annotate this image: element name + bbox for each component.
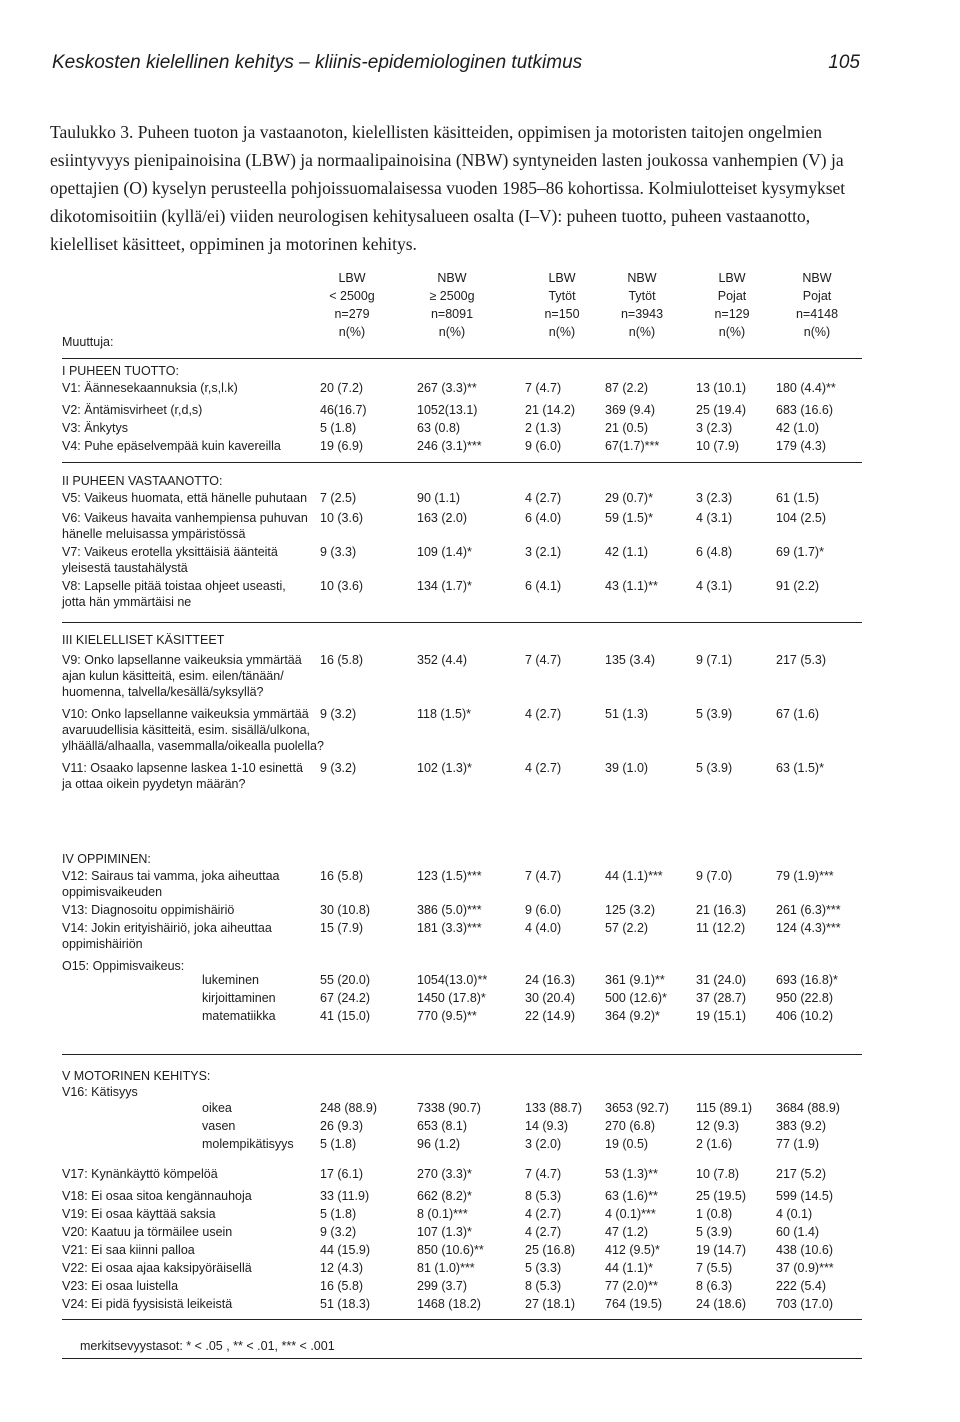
table-cell: 9 (7.0) [696,869,733,883]
table-cell: 5 (3.9) [696,707,733,721]
table-cell: 21 (0.5) [605,421,649,435]
table-cell: 9 (6.0) [525,439,562,453]
row-label: V13: Diagnosoitu oppimishäiriö [62,903,235,917]
table-cell: 500 (12.6)* [605,991,667,1005]
table-cell: 53 (1.3)** [605,1167,658,1181]
table-cell: 1054(13.0)** [417,973,488,987]
table-cell: 364 (9.2)* [605,1009,660,1023]
section-title: I PUHEEN TUOTTO: [62,364,179,378]
table-cell: 10 (7.8) [696,1167,740,1181]
table-cell: 37 (0.9)*** [776,1261,834,1275]
table-cell: 51 (18.3) [320,1297,371,1311]
table-cell: 662 (8.2)* [417,1189,472,1203]
table-cell: 63 (1.5)* [776,761,824,775]
table-cell: 81 (1.0)*** [417,1261,475,1275]
running-head-title: Keskosten kielellinen kehitys – kliinis-epidemiologinen tutkimus [52,52,583,73]
table-cell: 270 (3.3)* [417,1167,472,1181]
row-label: V12: Sairaus tai vamma, joka aiheuttaa [62,869,280,883]
table-cell: 67(1.7)*** [605,439,660,453]
table-cell: 4 (0.1) [776,1207,813,1221]
table-cell: 3 (2.3) [696,421,733,435]
table-cell: 653 (8.1) [417,1119,468,1133]
row-label: lukeminen [202,973,259,987]
table-cell: 3653 (92.7) [605,1101,669,1115]
table-cell: 764 (19.5) [605,1297,662,1311]
table-cell: 15 (7.9) [320,921,364,935]
table-cell: 7 (2.5) [320,491,357,505]
column-header-sub: < 2500g [329,289,375,303]
table-cell: 5 (1.8) [320,421,357,435]
table-cell: 386 (5.0)*** [417,903,482,917]
table-cell: 67 (24.2) [320,991,371,1005]
table-cell: 124 (4.3)*** [776,921,841,935]
table-cell: 63 (0.8) [417,421,461,435]
column-header-sub: ≥ 2500g [429,289,475,303]
column-header-n: n=8091 [430,307,474,321]
table-cell: 44 (15.9) [320,1243,371,1257]
table-cell: 4 (3.1) [696,511,733,525]
table-cell: 107 (1.3)* [417,1225,472,1239]
column-header-group: LBW [338,271,366,285]
table-cell: 96 (1.2) [417,1137,461,1151]
table-cell: 412 (9.5)* [605,1243,660,1257]
section-title: II PUHEEN VASTAANOTTO: [62,474,223,488]
column-header-unit: n(%) [628,325,656,339]
table-cell: 42 (1.0) [776,421,820,435]
row-label: V17: Kynänkäyttö kömpelöä [62,1167,218,1181]
table-cell: 11 (12.2) [696,921,746,935]
table-cell: 123 (1.5)*** [417,869,482,883]
table-cell: 683 (16.6) [776,403,833,417]
table-cell: 6 (4.1) [525,579,562,593]
table-cell: 179 (4.3) [776,439,827,453]
row-label: V4: Puhe epäselvempää kuin kavereilla [62,439,281,453]
column-header-n: n=129 [714,307,750,321]
table-cell: 7338 (90.7) [417,1101,481,1115]
table-cell: 77 (1.9) [776,1137,820,1151]
table-cell: 29 (0.7)* [605,491,653,505]
row-label: V6: Vaikeus havaita vanhempiensa puhuvan [62,511,308,525]
row-label: V24: Ei pidä fyysisistä leikeistä [62,1297,233,1311]
column-header-unit: n(%) [548,325,576,339]
table-cell: 5 (3.9) [696,761,733,775]
table-cell: 26 (9.3) [320,1119,364,1133]
table-cell: 3 (2.1) [525,545,562,559]
row-label: O15: Oppimisvaikeus: [62,959,185,973]
table-cell: 79 (1.9)*** [776,869,834,883]
table-cell: 21 (14.2) [525,403,576,417]
row-label: V5: Vaikeus huomata, että hänelle puhutaan [62,491,308,505]
row-label: V23: Ei osaa luistella [62,1279,179,1293]
table-cell: 59 (1.5)* [605,511,653,525]
row-label: V10: Onko lapsellanne vaikeuksia ymmärtää [62,707,309,721]
table-cell: 30 (10.8) [320,903,371,917]
row-label: molempikätisyys [202,1137,294,1151]
table-cell: 4 (0.1)*** [605,1207,656,1221]
table-cell: 115 (89.1) [696,1101,753,1115]
row-label: V20: Kaatuu ja törmäilee usein [62,1225,233,1239]
table-cell: 5 (3.9) [696,1225,733,1239]
table-cell: 8 (5.3) [525,1189,562,1203]
table-cell: 267 (3.3)** [417,381,477,395]
table-cell: 1450 (17.8)* [417,991,486,1005]
table-cell: 599 (14.5) [776,1189,833,1203]
table-cell: 7 (4.7) [525,1167,562,1181]
column-header-unit: n(%) [803,325,831,339]
table-cell: 9 (3.2) [320,761,357,775]
table-cell: 2 (1.6) [696,1137,733,1151]
row-label: oikea [202,1101,232,1115]
row-label: oppimisvaikeuden [62,885,163,899]
table-cell: 31 (24.0) [696,973,747,987]
table-cell: 9 (6.0) [525,903,562,917]
table-cell: 361 (9.1)** [605,973,665,987]
table-cell: 133 (88.7) [525,1101,582,1115]
table-cell: 4 (2.7) [525,1207,562,1221]
table-cell: 7 (4.7) [525,869,562,883]
row-label: V18: Ei osaa sitoa kengännauhoja [62,1189,252,1203]
column-header-n: n=279 [334,307,370,321]
table-cell: 9 (3.3) [320,545,357,559]
table-cell: 37 (28.7) [696,991,747,1005]
table-cell: 1052(13.1) [417,403,478,417]
table-caption: Taulukko 3. Puheen tuoton ja vastaanoton, kielellisten käsitteiden, oppimisen ja motoristen taitojen ongelmien esiintyvyys pienipainoisina (LBW) ja normaalipainoisina (NBW) syntyneiden lasten joukossa vanhempien (V) ja opettajien (O) kyselyn perusteella pohjoissuomalaisessa vuoden 1985–86 kohortissa. Kolmiulotteiset kysymykset dikotomisoitiin (kyllä/ei) viiden neurologisen kehitysalueen osalta (I–V): puheen tuotto, puheen vastaanotto, kielelliset käsitteet, oppiminen ja motorinen kehitys. [50,122,846,254]
column-header-sub: Tytöt [548,289,576,303]
section-title: IV OPPIMINEN: [62,852,151,866]
table-cell: 125 (3.2) [605,903,656,917]
table-cell: 25 (19.4) [696,403,747,417]
table-cell: 438 (10.6) [776,1243,833,1257]
table-cell: 383 (9.2) [776,1119,827,1133]
column-header-sub: Tytöt [628,289,656,303]
column-header-n: n=4148 [795,307,839,321]
row-label: V22: Ei osaa ajaa kaksipyöräisellä [62,1261,252,1275]
table-cell: 135 (3.4) [605,653,656,667]
table-cell: 352 (4.4) [417,653,468,667]
table-cell: 87 (2.2) [605,381,649,395]
row-label: oppimishäiriön [62,937,143,951]
column-header-group: LBW [718,271,746,285]
table-cell: 21 (16.3) [696,903,747,917]
table-cell: 33 (11.9) [320,1189,370,1203]
row-label: avaruudellisia käsitteitä, esim. sisällä/ulkona, [62,723,311,737]
table-cell: 104 (2.5) [776,511,827,525]
row-label: V1: Äännesekaannuksia (r,s,l.k) [62,381,238,395]
section-rule [62,462,862,463]
table-cell: 102 (1.3)* [417,761,472,775]
table-cell: 4 (2.7) [525,491,562,505]
row-label: V2: Äntämisvirheet (r,d,s) [62,403,203,417]
table-cell: 1468 (18.2) [417,1297,481,1311]
table-cell: 8 (0.1)*** [417,1207,468,1221]
page-number: 105 [828,52,860,73]
row-label: ajan kulun käsitteitä, esim. eilen/tänään/ [62,669,284,683]
column-header-unit: n(%) [338,325,366,339]
row-label: jotta hän ymmärtäisi ne [62,595,192,609]
table-cell: 693 (16.8)* [776,973,838,987]
table-cell: 25 (19.5) [696,1189,747,1203]
row-label: V11: Osaako lapsenne laskea 1-10 esinettä [62,761,303,775]
table-cell: 181 (3.3)*** [417,921,482,935]
row-label: vasen [202,1119,236,1133]
table-cell: 406 (10.2) [776,1009,833,1023]
row-label: ja ottaa oikein pyydetyn määrän? [62,777,246,791]
row-label: ylhäällä/alhaalla, vasemmalla/oikealla puolella? [62,739,324,753]
row-label: kirjoittaminen [202,991,276,1005]
row-label: V21: Ei saa kiinni palloa [62,1243,195,1257]
column-header-n: n=150 [544,307,580,321]
column-header-group: LBW [548,271,576,285]
table-cell: 24 (16.3) [525,973,576,987]
table-cell: 41 (15.0) [320,1009,371,1023]
significance-footnote: merkitsevyystasot: * < .05 , ** < .01, *** < .001 [80,1339,335,1353]
table-cell: 850 (10.6)** [417,1243,484,1257]
table-cell: 19 (14.7) [696,1243,747,1257]
bottom-rule [62,1319,862,1320]
table-cell: 10 (3.6) [320,511,364,525]
row-label: V19: Ei osaa käyttää saksia [62,1207,216,1221]
row-label: hänelle meluisassa ympäristössä [62,527,246,541]
table-cell: 7 (4.7) [525,653,562,667]
table-cell: 67 (1.6) [776,707,820,721]
table-cell: 61 (1.5) [776,491,820,505]
table-cell: 8 (5.3) [525,1279,562,1293]
table-cell: 217 (5.3) [776,653,827,667]
table-cell: 47 (1.2) [605,1225,649,1239]
column-header-unit: n(%) [438,325,466,339]
table-cell: 19 (6.9) [320,439,364,453]
table-cell: 12 (9.3) [696,1119,740,1133]
table-cell: 770 (9.5)** [417,1009,477,1023]
table-cell: 43 (1.1)** [605,579,658,593]
table-cell: 9 (3.2) [320,1225,357,1239]
table-cell: 24 (18.6) [696,1297,747,1311]
table-cell: 180 (4.4)** [776,381,836,395]
table-cell: 261 (6.3)*** [776,903,841,917]
table-cell: 5 (1.8) [320,1207,357,1221]
table-cell: 63 (1.6)** [605,1189,658,1203]
table-cell: 3 (2.0) [525,1137,562,1151]
footnote-rule [62,1358,862,1359]
table-cell: 19 (15.1) [696,1009,747,1023]
table-cell: 5 (3.3) [525,1261,562,1275]
table-cell: 217 (5.2) [776,1167,827,1181]
table-cell: 8 (6.3) [696,1279,733,1293]
table-cell: 44 (1.1)* [605,1261,653,1275]
row-label: yleisestä taustahälystä [62,561,188,575]
table-cell: 51 (1.3) [605,707,649,721]
table-cell: 109 (1.4)* [417,545,472,559]
table-cell: 246 (3.1)*** [417,439,482,453]
table-cell: 6 (4.8) [696,545,733,559]
table-cell: 950 (22.8) [776,991,833,1005]
section-rule [62,1054,862,1055]
table-cell: 60 (1.4) [776,1225,820,1239]
column-header-group: NBW [802,271,832,285]
table-cell: 1 (0.8) [696,1207,733,1221]
table-cell: 703 (17.0) [776,1297,833,1311]
section-rule [62,622,862,623]
table-cell: 222 (5.4) [776,1279,827,1293]
row-label: matematiikka [202,1009,276,1023]
row-label: V7: Vaikeus erotella yksittäisiä äänteitä [62,545,278,559]
table-cell: 248 (88.9) [320,1101,377,1115]
table-cell: 270 (6.8) [605,1119,656,1133]
variables-label: Muuttuja: [62,335,114,349]
table-cell: 57 (2.2) [605,921,649,935]
table-cell: 12 (4.3) [320,1261,364,1275]
table-cell: 6 (4.0) [525,511,562,525]
table-cell: 42 (1.1) [605,545,649,559]
table-cell: 77 (2.0)** [605,1279,658,1293]
table-cell: 3 (2.3) [696,491,733,505]
column-header-sub: Pojat [802,289,832,303]
table-cell: 69 (1.7)* [776,545,824,559]
row-label: V8: Lapselle pitää toistaa ohjeet useasti, [62,579,286,593]
table-cell: 7 (4.7) [525,381,562,395]
table-cell: 44 (1.1)*** [605,869,663,883]
table-cell: 30 (20.4) [525,991,576,1005]
column-header-group: NBW [627,271,657,285]
table-cell: 2 (1.3) [525,421,562,435]
table-cell: 3684 (88.9) [776,1101,840,1115]
section-title: III KIELELLISET KÄSITTEET [62,633,225,647]
row-label: V9: Onko lapsellanne vaikeuksia ymmärtää [62,653,302,667]
table-cell: 27 (18.1) [525,1297,576,1311]
table-cell: 9 (3.2) [320,707,357,721]
table-cell: 4 (2.7) [525,707,562,721]
table-cell: 13 (10.1) [696,381,747,395]
table-cell: 39 (1.0) [605,761,649,775]
column-header-unit: n(%) [718,325,746,339]
table-cell: 134 (1.7)* [417,579,472,593]
row-label: huomenna, talvella/kesällä/syksyllä? [62,685,264,699]
table-cell: 17 (6.1) [320,1167,364,1181]
table-cell: 91 (2.2) [776,579,820,593]
table-cell: 4 (2.7) [525,1225,562,1239]
table-cell: 90 (1.1) [417,491,461,505]
table-cell: 10 (7.9) [696,439,740,453]
table-cell: 4 (4.0) [525,921,562,935]
table-cell: 55 (20.0) [320,973,371,987]
table-cell: 46(16.7) [320,403,367,417]
row-label: V16: Kätisyys [62,1085,138,1099]
table-cell: 4 (2.7) [525,761,562,775]
table-cell: 163 (2.0) [417,511,468,525]
table-cell: 25 (16.8) [525,1243,576,1257]
table-cell: 20 (7.2) [320,381,364,395]
table-cell: 16 (5.8) [320,869,364,883]
table-cell: 299 (3.7) [417,1279,468,1293]
table-cell: 10 (3.6) [320,579,364,593]
column-header-n: n=3943 [620,307,664,321]
table-cell: 5 (1.8) [320,1137,357,1151]
table-cell: 14 (9.3) [525,1119,569,1133]
section-title: V MOTORINEN KEHITYS: [62,1069,211,1083]
table-cell: 16 (5.8) [320,653,364,667]
header-rule [62,358,862,359]
row-label: V14: Jokin erityishäiriö, joka aiheuttaa [62,921,272,935]
table-cell: 118 (1.5)* [417,707,471,721]
table-cell: 16 (5.8) [320,1279,364,1293]
table-cell: 7 (5.5) [696,1261,733,1275]
table-cell: 369 (9.4) [605,403,656,417]
column-header-group: NBW [437,271,467,285]
table-cell: 22 (14.9) [525,1009,576,1023]
table-cell: 4 (3.1) [696,579,733,593]
table-cell: 9 (7.1) [696,653,733,667]
column-header-sub: Pojat [717,289,747,303]
row-label: V3: Änkytys [62,421,128,435]
table-cell: 19 (0.5) [605,1137,649,1151]
